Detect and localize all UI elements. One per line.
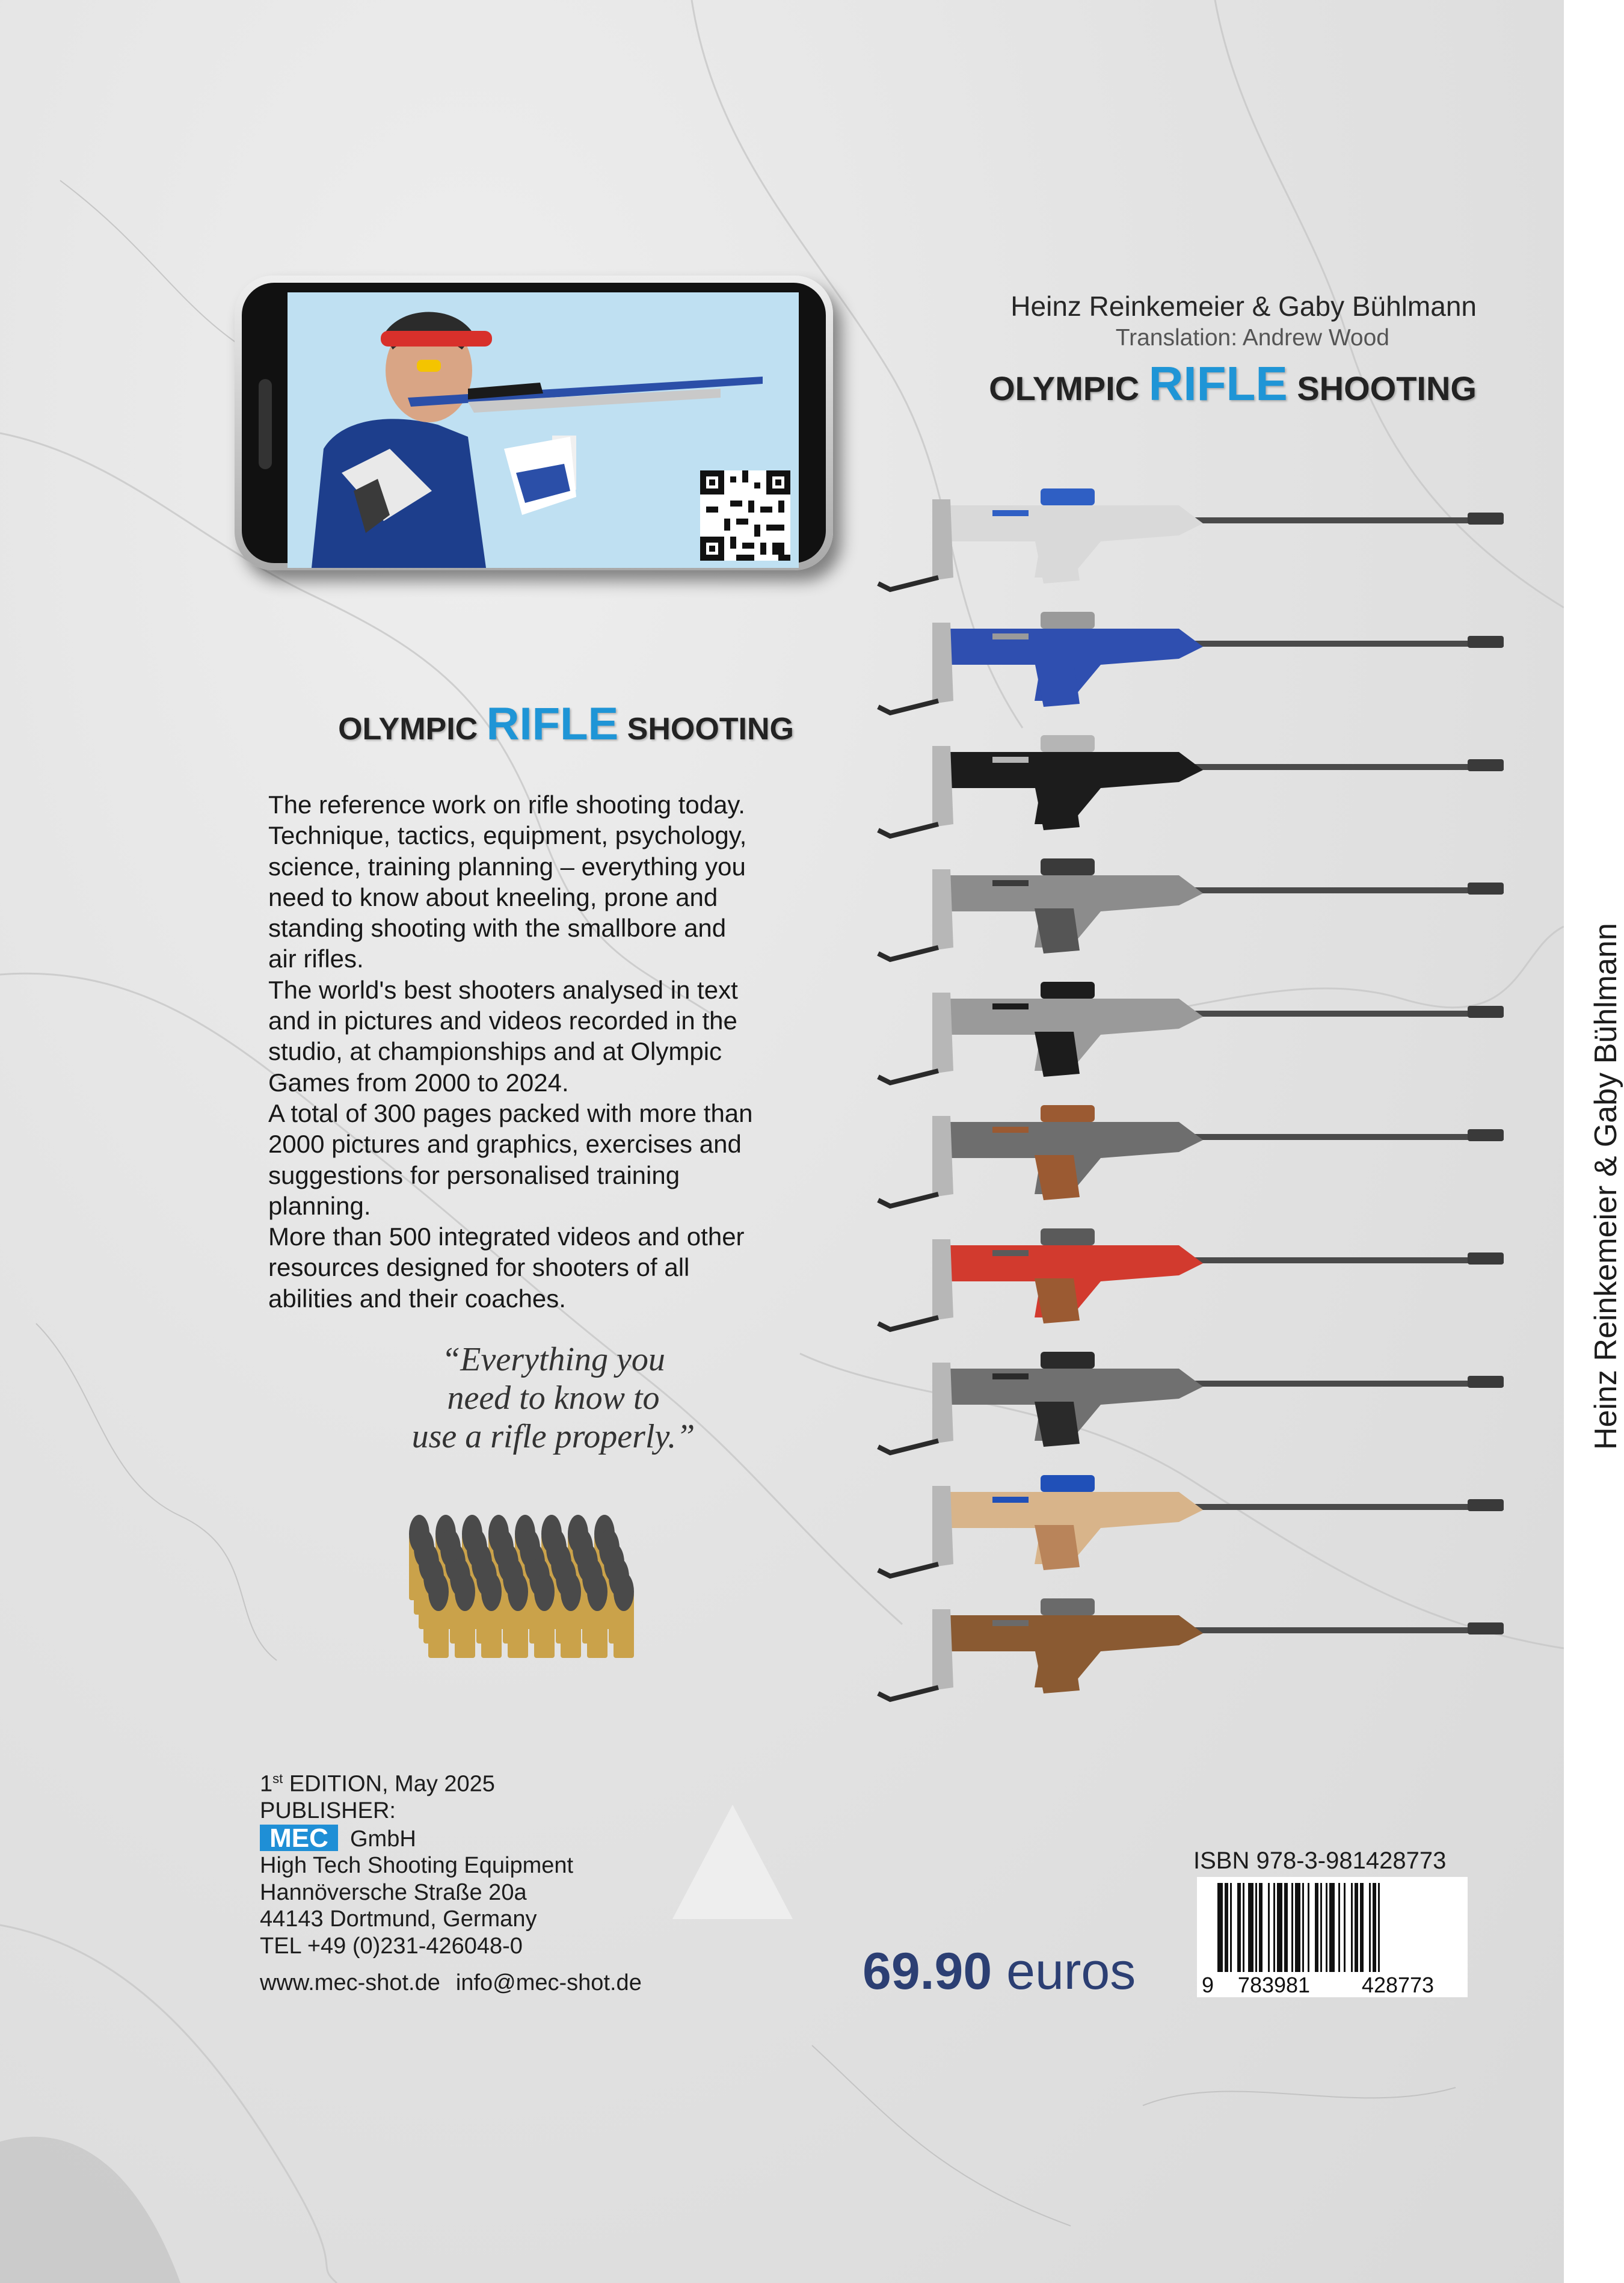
publisher-line: High Tech Shooting Equipment	[260, 1853, 574, 1879]
barcode-digits-right: 428773	[1361, 1973, 1435, 1997]
testimonial-quote	[361, 1340, 746, 1456]
spine-authors: Heinz Reinkemeier & Gaby Bühlmann	[1589, 923, 1623, 1450]
book-description	[268, 789, 810, 1314]
description-line: A total of 300 pages packed with more than	[268, 1098, 753, 1127]
publisher-line: Hannöversche Straße 20a	[260, 1879, 527, 1905]
title-part-shooting: SHOOTING	[627, 712, 794, 747]
smartphone-icon	[235, 276, 833, 570]
rifle-icon	[878, 1598, 1504, 1699]
edition-text: EDITION, May 2025	[283, 1771, 495, 1797]
title-part-rifle: RIFLE	[486, 698, 619, 750]
rifle-icon	[878, 1352, 1504, 1453]
publisher-company	[260, 1825, 573, 1853]
quote-line: “Everything you	[441, 1341, 665, 1378]
description-line: and in pictures and videos recorded in the	[268, 1006, 737, 1035]
publisher-label: PUBLISHER:	[260, 1798, 396, 1824]
description-line: standing shooting with the smallbore and	[268, 914, 727, 943]
qr-code-icon[interactable]	[700, 470, 790, 561]
cartridge	[455, 1573, 475, 1658]
watermark-triangle	[672, 1805, 793, 1919]
description-line: need to know about kneeling, prone and	[268, 883, 718, 911]
phone-video-screen[interactable]	[288, 292, 799, 568]
publisher-contact	[260, 1970, 657, 1996]
edition-line	[260, 1766, 573, 1798]
isbn-number: ISBN 978-3-981428773	[1193, 1847, 1447, 1874]
book-title-middle	[241, 698, 794, 750]
ammunition-icon	[385, 1498, 644, 1684]
description-line: planning.	[268, 1191, 371, 1220]
publisher-line: TEL +49 (0)231-426048-0	[260, 1933, 523, 1959]
rifle-icon	[878, 1228, 1504, 1329]
publisher-block	[260, 1766, 573, 1959]
description-line: air rifles.	[268, 944, 364, 973]
rifle-icon	[878, 612, 1504, 713]
cartridge	[561, 1573, 581, 1658]
cartridge	[481, 1573, 502, 1658]
description-line: The reference work on rifle shooting today.	[268, 790, 745, 819]
description-line: resources designed for shooters of all	[268, 1253, 690, 1282]
description-line: 2000 pictures and graphics, exercises and	[268, 1130, 742, 1159]
description-line: science, training planning – everything you	[268, 852, 746, 881]
description-line: suggestions for personalised training	[268, 1160, 680, 1189]
rifles-column	[842, 481, 1522, 1781]
rifle-icon	[878, 488, 1504, 590]
description-line: Games from 2000 to 2024.	[268, 1068, 569, 1097]
mec-logo	[260, 1825, 338, 1851]
translation-credit: Translation: Andrew Wood	[1115, 325, 1389, 351]
cartridge	[614, 1573, 634, 1658]
cartridge	[587, 1573, 607, 1658]
description-line: studio, at championships and at Olympic	[268, 1037, 722, 1066]
barcode-icon	[1197, 1877, 1468, 1997]
book-title-top	[902, 356, 1477, 411]
publisher-line: 44143 Dortmund, Germany	[260, 1906, 537, 1932]
title-part-shooting: SHOOTING	[1297, 369, 1477, 407]
edition-number: 1	[260, 1771, 273, 1797]
rifle-icon	[878, 982, 1504, 1083]
cartridge	[508, 1573, 528, 1658]
description-line: abilities and their coaches.	[268, 1284, 566, 1313]
rifle-icon	[878, 858, 1504, 960]
rifle-icon	[878, 1475, 1504, 1576]
price-label	[863, 1942, 1136, 2001]
company-suffix: GmbH	[350, 1826, 416, 1852]
edition-suffix: st	[272, 1771, 283, 1786]
cartridge	[534, 1573, 555, 1658]
barcode-digits-left: 783981	[1237, 1973, 1311, 1997]
rifle-icon	[878, 735, 1504, 836]
barcode-digit-lead: 9	[1202, 1973, 1214, 1997]
rifle-icon	[878, 1105, 1504, 1206]
title-part-olympic: OLYMPIC	[338, 712, 478, 747]
title-part-olympic: OLYMPIC	[989, 369, 1140, 407]
title-part-rifle: RIFLE	[1148, 357, 1288, 410]
description-line: The world's best shooters analysed in text	[268, 975, 738, 1004]
description-line: More than 500 integrated videos and other	[268, 1222, 745, 1251]
price-currency: euros	[1006, 1943, 1136, 2000]
description-line: Technique, tactics, equipment, psychology,	[268, 821, 747, 850]
quote-line: need to know to	[447, 1379, 660, 1417]
authors-top: Heinz Reinkemeier & Gaby Bühlmann	[1010, 291, 1477, 322]
quote-line: use a rifle properly.”	[411, 1418, 695, 1455]
website-link[interactable]: www.mec-shot.de	[260, 1970, 440, 1995]
mec-logo-text: MEC	[269, 1823, 328, 1853]
phone-body	[242, 283, 826, 563]
price-amount: 69.90	[863, 1943, 992, 2000]
cartridge	[428, 1573, 449, 1658]
phone-camera-notch	[259, 379, 272, 469]
email-link[interactable]: info@mec-shot.de	[455, 1970, 642, 1995]
